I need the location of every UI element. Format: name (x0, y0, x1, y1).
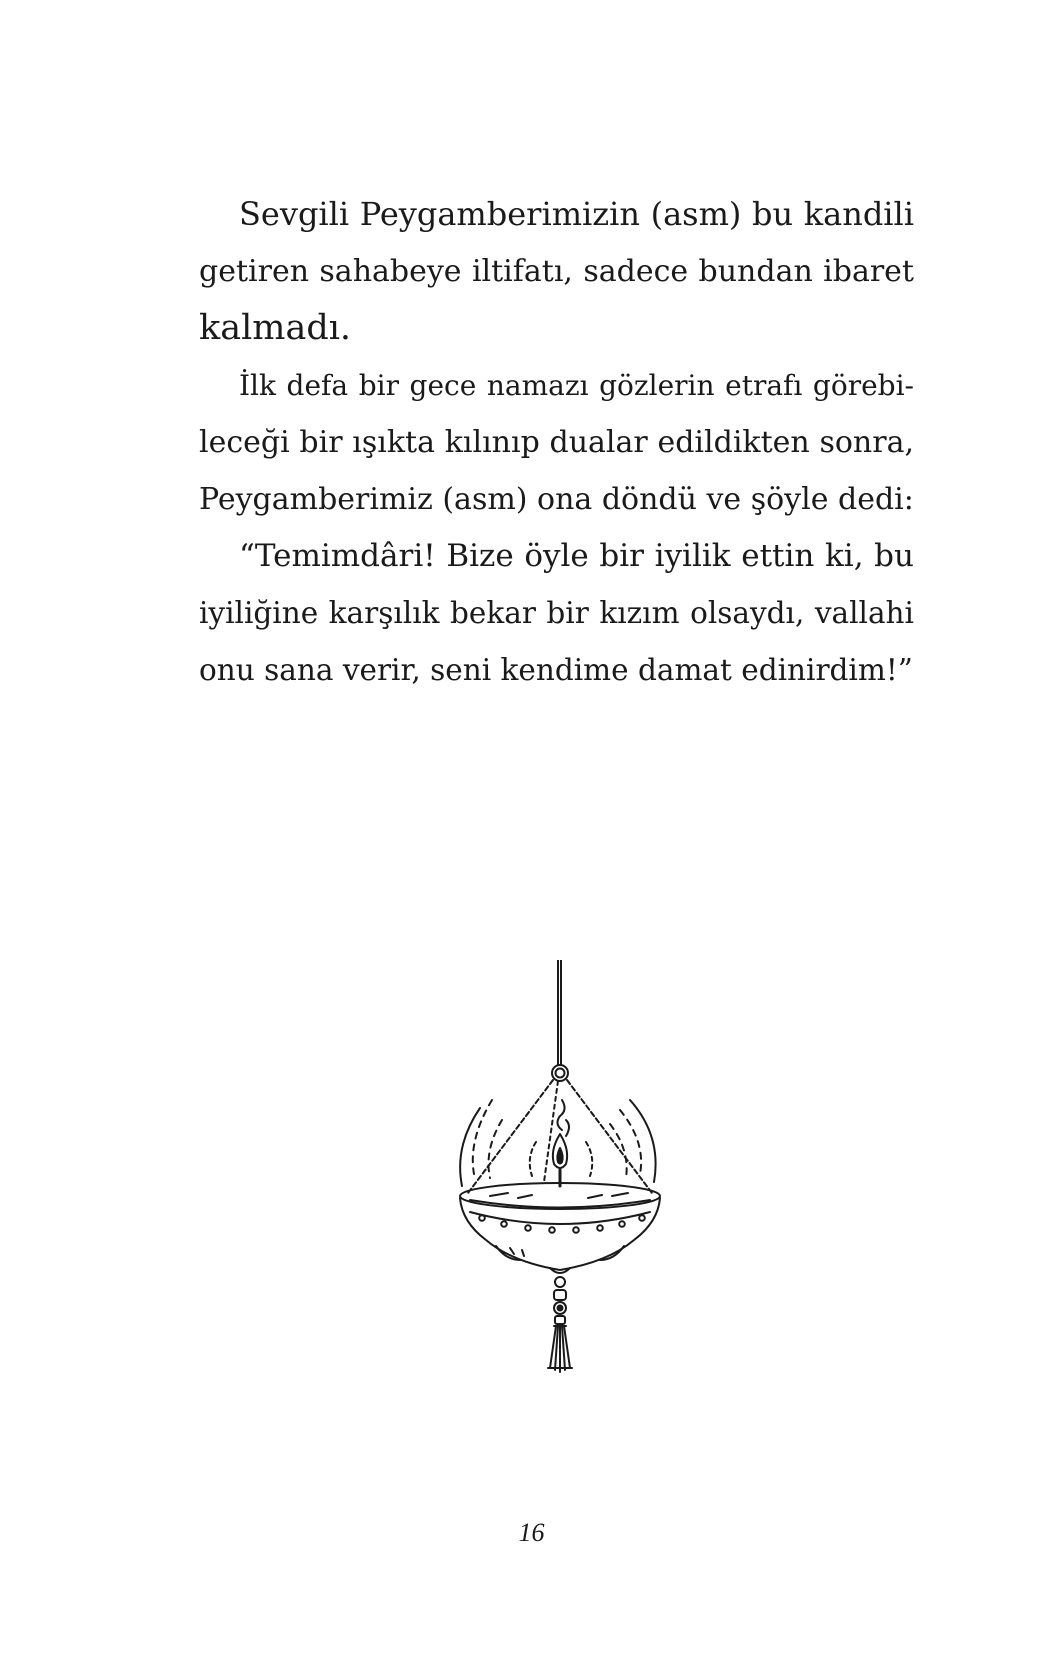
body-text (199, 186, 914, 699)
hanging-oil-lamp-icon (440, 960, 680, 1380)
text-line: iyiliğine karşılık bekar bir kızım olsaydı, vallahi (199, 596, 914, 630)
page-number: 16 (518, 1518, 545, 1547)
text-line: Sevgili Peygamberimizin (asm) bu kandili (239, 195, 914, 233)
text-line: onu sana verir, seni kendime damat edinirdim!” (199, 653, 913, 687)
text-line: Peygamberimiz (asm) ona döndü ve şöyle dedi: (199, 482, 914, 517)
paragraph-3 (199, 528, 914, 699)
text-line: kalmadı. (199, 308, 352, 348)
paragraph-1 (199, 186, 914, 357)
text-line: leceği bir ışıkta kılınıp dualar edildikten sonra, (199, 425, 914, 460)
text-line: “Temimdâri! Bize öyle bir iyilik ettin ki, bu (239, 538, 914, 574)
paragraph-2 (199, 357, 914, 528)
text-line: İlk defa bir gece namazı gözlerin etrafı görebi- (239, 369, 914, 402)
text-line: getiren sahabeye iltifatı, sadece bundan ibaret (199, 254, 914, 289)
